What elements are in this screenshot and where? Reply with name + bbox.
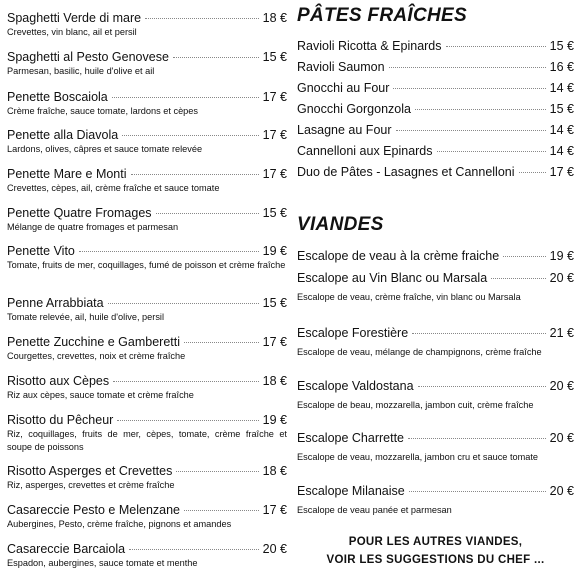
dish-price: 15 € bbox=[262, 296, 287, 310]
dotted-leader bbox=[108, 303, 259, 304]
menu-item bbox=[297, 379, 574, 412]
menu-item bbox=[297, 484, 574, 517]
dish-name: Ravioli Ricotta & Epinards bbox=[297, 39, 442, 53]
menu-item bbox=[7, 542, 287, 570]
dish-price: 20 € bbox=[549, 484, 574, 498]
dish-price: 18 € bbox=[262, 464, 287, 478]
menu-item-row bbox=[297, 484, 574, 498]
menu-item bbox=[297, 123, 574, 137]
dish-description: Escalope de veau, mozzarella, jambon cru et sauce tomate bbox=[297, 452, 539, 462]
menu-item bbox=[297, 271, 574, 304]
dish-description: Mélange de quatre fromages et parmesan bbox=[7, 222, 179, 232]
menu-item-row bbox=[297, 326, 574, 340]
menu-item-row bbox=[297, 60, 574, 74]
dish-price: 16 € bbox=[549, 60, 574, 74]
dish-description: Parmesan, basilic, huile d'olive et ail bbox=[7, 66, 155, 76]
dish-price: 14 € bbox=[549, 144, 574, 158]
dotted-leader bbox=[519, 172, 546, 173]
menu-item-row bbox=[7, 296, 287, 310]
menu-item bbox=[7, 50, 287, 78]
menu-item-row bbox=[7, 244, 287, 258]
menu-item bbox=[7, 244, 287, 272]
menu-item-row bbox=[297, 102, 574, 116]
dish-description: Escalope de beau, mozzarella, jambon cuit, crème fraîche bbox=[297, 400, 534, 410]
dotted-leader bbox=[173, 57, 259, 58]
menu-item bbox=[297, 81, 574, 95]
dish-description: Courgettes, crevettes, noix et crème fraîche bbox=[7, 351, 186, 361]
dotted-leader bbox=[117, 420, 258, 421]
menu-item bbox=[7, 167, 287, 195]
dish-description: Escalope de veau, crème fraîche, vin blanc ou Marsala bbox=[297, 292, 521, 302]
dish-description: Crevettes, vin blanc, ail et persil bbox=[7, 27, 137, 37]
menu-item-row bbox=[297, 39, 574, 53]
menu-item bbox=[7, 206, 287, 234]
dotted-leader bbox=[491, 278, 545, 279]
dish-description: Crème fraîche, sauce tomate, lardons et cèpes bbox=[7, 106, 198, 116]
dotted-leader bbox=[446, 46, 546, 47]
dish-name: Casareccie Barcaiola bbox=[7, 542, 126, 556]
menu-item-row bbox=[7, 335, 287, 349]
dotted-leader bbox=[412, 333, 545, 334]
dish-description: Escalope de veau, mélange de champignons, crème fraîche bbox=[297, 347, 542, 357]
menu-item-row bbox=[297, 165, 574, 179]
menu-item-row bbox=[7, 374, 287, 388]
dish-price: 14 € bbox=[549, 81, 574, 95]
menu-item bbox=[297, 326, 574, 359]
dish-description: Riz, coquillages, fruits de mer, cèpes, tomate, crème fraîche et soupe de poissons bbox=[7, 429, 287, 452]
dotted-leader bbox=[129, 549, 259, 550]
menu-item-row bbox=[7, 50, 287, 64]
dish-price: 20 € bbox=[549, 379, 574, 393]
menu-item bbox=[297, 431, 574, 464]
menu-item-row bbox=[297, 431, 574, 445]
dotted-leader bbox=[122, 135, 258, 136]
dish-name: Ravioli Saumon bbox=[297, 60, 385, 74]
dish-name: Cannelloni aux Epinards bbox=[297, 144, 433, 158]
menu-item bbox=[297, 39, 574, 53]
dish-price: 17 € bbox=[262, 503, 287, 517]
viandes-heading: VIANDES bbox=[297, 214, 384, 235]
dish-name: Spaghetti Verde di mare bbox=[7, 11, 142, 25]
dish-name: Escalope Forestière bbox=[297, 326, 409, 340]
menu-item bbox=[297, 102, 574, 116]
dish-description: Tomate, fruits de mer, coquillages, fumé de poisson et crème fraîche bbox=[7, 260, 286, 270]
dish-description: Riz aux cèpes, sauce tomate et crème fraîche bbox=[7, 390, 194, 400]
dish-name: Lasagne au Four bbox=[297, 123, 392, 137]
dotted-leader bbox=[409, 491, 546, 492]
menu-item-row bbox=[7, 206, 287, 220]
dish-price: 19 € bbox=[262, 244, 287, 258]
dotted-leader bbox=[437, 151, 546, 152]
menu-item bbox=[297, 165, 574, 179]
menu-item bbox=[7, 464, 287, 492]
dish-description: Aubergines, Pesto, crème fraîche, pignons et amandes bbox=[7, 519, 232, 529]
dish-price: 17 € bbox=[262, 90, 287, 104]
dish-price: 20 € bbox=[262, 542, 287, 556]
menu-item-row bbox=[7, 90, 287, 104]
dish-description: Lardons, olives, câpres et sauce tomate relevée bbox=[7, 144, 203, 154]
dish-name: Penette Boscaiola bbox=[7, 90, 108, 104]
dotted-leader bbox=[415, 109, 546, 110]
dish-name: Penette Mare e Monti bbox=[7, 167, 127, 181]
dish-name: Risotto aux Cèpes bbox=[7, 374, 110, 388]
dish-price: 19 € bbox=[262, 413, 287, 427]
dish-price: 17 € bbox=[549, 165, 574, 179]
menu-item bbox=[7, 335, 287, 363]
dish-name: Spaghetti al Pesto Genovese bbox=[7, 50, 169, 64]
dish-name: Risotto du Pêcheur bbox=[7, 413, 114, 427]
menu-item bbox=[7, 128, 287, 156]
menu-item bbox=[7, 413, 287, 453]
dish-price: 20 € bbox=[549, 431, 574, 445]
menu-item bbox=[7, 296, 287, 324]
dish-name: Escalope Charrette bbox=[297, 431, 405, 445]
dish-price: 15 € bbox=[262, 50, 287, 64]
menu-item bbox=[297, 249, 574, 263]
menu-item-row bbox=[297, 271, 574, 285]
dish-name: Penette Zucchine e Gamberetti bbox=[7, 335, 181, 349]
dish-name: Penette alla Diavola bbox=[7, 128, 119, 142]
dish-price: 21 € bbox=[549, 326, 574, 340]
menu-item bbox=[7, 374, 287, 402]
dotted-leader bbox=[184, 342, 259, 343]
dish-price: 17 € bbox=[262, 335, 287, 349]
dotted-leader bbox=[79, 251, 259, 252]
dish-price: 18 € bbox=[262, 374, 287, 388]
dotted-leader bbox=[389, 67, 546, 68]
footer-line-2: VOIR LES SUGGESTIONS DU CHEF ... bbox=[326, 554, 545, 566]
dish-description: Espadon, aubergines, sauce tomate et menthe bbox=[7, 558, 198, 568]
dotted-leader bbox=[418, 386, 546, 387]
dish-price: 14 € bbox=[549, 123, 574, 137]
dish-price: 15 € bbox=[262, 206, 287, 220]
menu-item-row bbox=[7, 542, 287, 556]
chef-suggestions-note bbox=[297, 533, 574, 569]
dish-name: Penette Vito bbox=[7, 244, 75, 258]
menu-item bbox=[7, 11, 287, 39]
dish-name: Escalope Milanaise bbox=[297, 484, 405, 498]
dish-name: Escalope de veau à la crème fraiche bbox=[297, 249, 500, 263]
dish-description: Escalope de veau panée et parmesan bbox=[297, 505, 452, 515]
dotted-leader bbox=[396, 130, 546, 131]
dish-price: 15 € bbox=[549, 39, 574, 53]
dotted-leader bbox=[131, 174, 259, 175]
dish-name: Gnocchi Gorgonzola bbox=[297, 102, 411, 116]
dish-description: Crevettes, cèpes, ail, crème fraîche et sauce tomate bbox=[7, 183, 220, 193]
menu-item-row bbox=[297, 144, 574, 158]
dish-name: Duo de Pâtes - Lasagnes et Cannelloni bbox=[297, 165, 515, 179]
dotted-leader bbox=[408, 438, 546, 439]
menu-item-row bbox=[7, 167, 287, 181]
dotted-leader bbox=[145, 18, 259, 19]
dish-name: Gnocchi au Four bbox=[297, 81, 390, 95]
menu-item-row bbox=[297, 379, 574, 393]
menu-item-row bbox=[7, 464, 287, 478]
pates-heading: PÂTES FRAÎCHES bbox=[297, 5, 467, 26]
dish-price: 19 € bbox=[549, 249, 574, 263]
menu-item bbox=[297, 144, 574, 158]
menu-item-row bbox=[7, 413, 287, 427]
dish-price: 17 € bbox=[262, 128, 287, 142]
menu-item-row bbox=[7, 11, 287, 25]
menu-item-row bbox=[297, 123, 574, 137]
dish-price: 18 € bbox=[262, 11, 287, 25]
dish-description: Tomate relevée, ail, huile d'olive, persil bbox=[7, 312, 164, 322]
dotted-leader bbox=[113, 381, 259, 382]
menu-item-row bbox=[297, 249, 574, 263]
menu-item-row bbox=[7, 128, 287, 142]
menu-item-row bbox=[297, 81, 574, 95]
dish-description: Riz, asperges, crevettes et crème fraîche bbox=[7, 480, 175, 490]
dotted-leader bbox=[176, 471, 258, 472]
dish-price: 17 € bbox=[262, 167, 287, 181]
dish-name: Penette Quatre Fromages bbox=[7, 206, 152, 220]
dish-name: Casareccie Pesto e Melenzane bbox=[7, 503, 181, 517]
menu-item bbox=[297, 60, 574, 74]
dotted-leader bbox=[393, 88, 545, 89]
dotted-leader bbox=[184, 510, 259, 511]
dish-price: 20 € bbox=[549, 271, 574, 285]
dish-name: Escalope Valdostana bbox=[297, 379, 414, 393]
dotted-leader bbox=[503, 256, 545, 257]
footer-line-1: POUR LES AUTRES VIANDES, bbox=[348, 536, 523, 548]
dish-name: Risotto Asperges et Crevettes bbox=[7, 464, 173, 478]
dish-name: Escalope au Vin Blanc ou Marsala bbox=[297, 271, 488, 285]
dotted-leader bbox=[156, 213, 259, 214]
menu-item-row bbox=[7, 503, 287, 517]
dish-name: Penne Arrabbiata bbox=[7, 296, 104, 310]
dotted-leader bbox=[112, 97, 259, 98]
dish-price: 15 € bbox=[549, 102, 574, 116]
menu-item bbox=[7, 90, 287, 118]
menu-item bbox=[7, 503, 287, 531]
